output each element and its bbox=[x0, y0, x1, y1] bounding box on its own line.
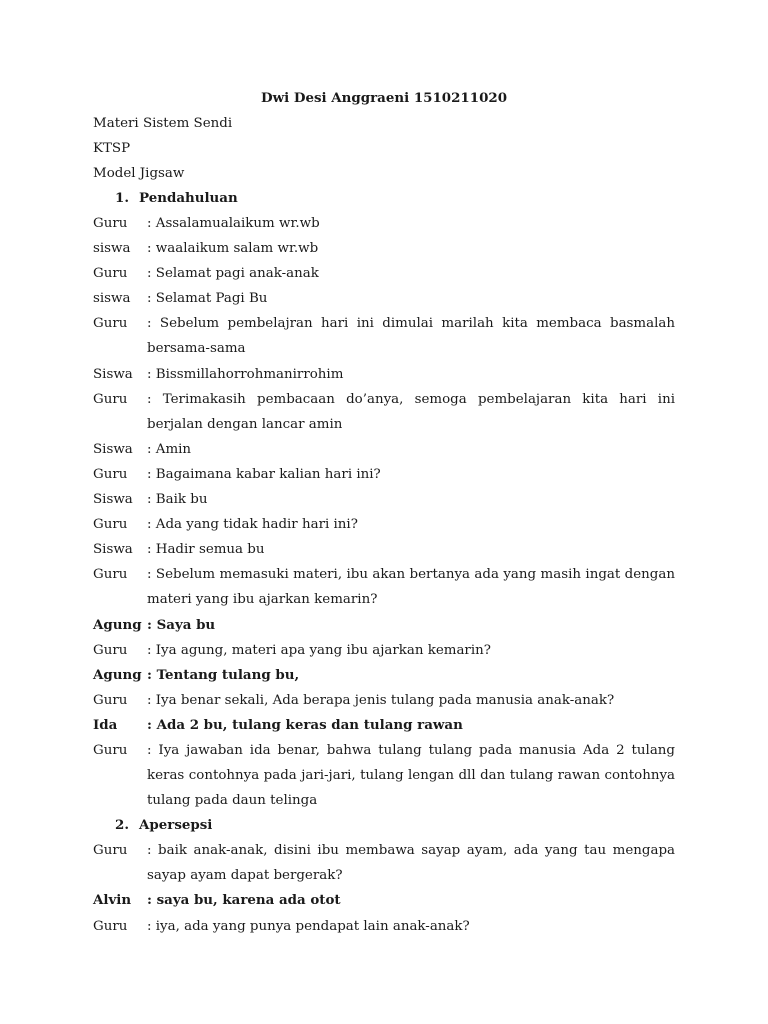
speaker-label: Guru bbox=[93, 843, 128, 859]
dialogue-text: : Selamat Pagi Bu bbox=[147, 291, 268, 307]
dialogue-text: : Iya benar sekali, Ada berapa jenis tulang pada manusia anak-anak? bbox=[147, 692, 615, 708]
section-title: Pendahuluan bbox=[139, 190, 238, 206]
dialogue-line bbox=[93, 261, 675, 286]
dialogue-line bbox=[93, 713, 675, 738]
dialogue-line bbox=[93, 387, 675, 437]
speaker-label: Guru bbox=[93, 316, 128, 332]
dialogue-text: : Bagaimana kabar kalian hari ini? bbox=[147, 466, 381, 482]
section-number: 2. bbox=[115, 817, 129, 834]
dialogue-line bbox=[93, 512, 675, 537]
dialogue-line bbox=[93, 487, 675, 512]
dialogue-text: : Ada yang tidak hadir hari ini? bbox=[147, 517, 358, 533]
dialogue-text: : waalaikum salam wr.wb bbox=[147, 241, 319, 257]
speaker-label: Ida bbox=[93, 716, 118, 733]
dialogue-text: : Hadir semua bu bbox=[147, 542, 265, 558]
dialogue-text: : saya bu, karena ada otot bbox=[147, 892, 341, 909]
speaker-label: siswa bbox=[93, 241, 131, 257]
document-body bbox=[93, 86, 675, 939]
speaker-label: Agung bbox=[93, 616, 142, 633]
speaker-label: Guru bbox=[93, 517, 128, 533]
speaker-label: Guru bbox=[93, 266, 128, 282]
dialogue-line bbox=[93, 738, 675, 813]
dialogue-text: : baik anak-anak, disini ibu membawa sayap ayam, ada yang tau mengapa sayap ayam dapat bergerak? bbox=[147, 843, 675, 884]
dialogue-line bbox=[93, 311, 675, 361]
dialogue-text: : Iya agung, materi apa yang ibu ajarkan kemarin? bbox=[147, 642, 491, 658]
header-line-model: Model Jigsaw bbox=[93, 166, 185, 181]
dialogue-line bbox=[93, 462, 675, 487]
speaker-label: Guru bbox=[93, 692, 128, 708]
dialogue-line bbox=[93, 537, 675, 562]
speaker-label: Guru bbox=[93, 918, 128, 934]
dialogue-line bbox=[93, 888, 675, 913]
dialogue-text: : iya, ada yang punya pendapat lain anak-anak? bbox=[147, 918, 470, 934]
section-heading-apersepsi bbox=[93, 813, 675, 838]
speaker-label: Siswa bbox=[93, 366, 133, 382]
speaker-label: Guru bbox=[93, 742, 128, 758]
dialogue-line bbox=[93, 437, 675, 462]
dialogue-text: : Tentang tulang bu, bbox=[147, 666, 300, 683]
dialogue-line bbox=[93, 562, 675, 612]
section-heading-pendahuluan bbox=[93, 186, 675, 211]
header-line-curriculum: KTSP bbox=[93, 141, 131, 156]
dialogue-line bbox=[93, 613, 675, 638]
speaker-label: Guru bbox=[93, 391, 128, 407]
dialogue-line bbox=[93, 362, 675, 387]
speaker-label: Siswa bbox=[93, 492, 133, 508]
dialogue-line bbox=[93, 211, 675, 236]
dialogue-line bbox=[93, 838, 675, 888]
dialogue-text: : Sebelum pembelajran hari ini dimulai marilah kita membaca basmalah bersama-sama bbox=[147, 316, 675, 357]
speaker-label: Siswa bbox=[93, 542, 133, 558]
dialogue-line bbox=[93, 286, 675, 311]
speaker-label: Guru bbox=[93, 642, 128, 658]
dialogue-line bbox=[93, 638, 675, 663]
header-line-subject: Materi Sistem Sendi bbox=[93, 116, 233, 131]
dialogue-line bbox=[93, 688, 675, 713]
dialogue-line bbox=[93, 914, 675, 939]
speaker-label: Guru bbox=[93, 567, 128, 583]
dialogue-text: : Ada 2 bu, tulang keras dan tulang rawan bbox=[147, 716, 463, 733]
document-title: Dwi Desi Anggraeni 1510211020 bbox=[260, 90, 508, 106]
speaker-label: Agung bbox=[93, 666, 142, 683]
dialogue-text: : Terimakasih pembacaan do’anya, semoga pembelajaran kita hari ini berjalan dengan lancar amin bbox=[147, 391, 675, 432]
speaker-label: Alvin bbox=[93, 892, 132, 909]
dialogue-line bbox=[93, 663, 675, 688]
dialogue-line bbox=[93, 236, 675, 261]
speaker-label: Guru bbox=[93, 466, 128, 482]
dialogue-text: : Assalamualaikum wr.wb bbox=[147, 216, 320, 231]
section-title: Apersepsi bbox=[139, 817, 213, 834]
speaker-label: siswa bbox=[93, 291, 131, 307]
dialogue-text: : Iya jawaban ida benar, bahwa tulang tulang pada manusia Ada 2 tulang keras contohnya pada jari-jari, tulang lengan dll dan tulang rawan contohnya tulang pada daun telinga bbox=[147, 742, 675, 809]
dialogue-text: : Selamat pagi anak-anak bbox=[147, 266, 319, 282]
dialogue-text: : Bissmillahorrohmanirrohim bbox=[147, 366, 344, 382]
dialogue-text: : Baik bu bbox=[147, 492, 208, 508]
dialogue-text: : Sebelum memasuki materi, ibu akan bertanya ada yang masih ingat dengan materi yang ibu ajarkan kemarin? bbox=[147, 567, 675, 608]
speaker-label: Guru bbox=[93, 216, 128, 231]
section-number: 1. bbox=[115, 190, 129, 206]
dialogue-text: : Saya bu bbox=[147, 616, 216, 633]
speaker-label: Siswa bbox=[93, 441, 133, 457]
dialogue-text: : Amin bbox=[147, 441, 192, 457]
